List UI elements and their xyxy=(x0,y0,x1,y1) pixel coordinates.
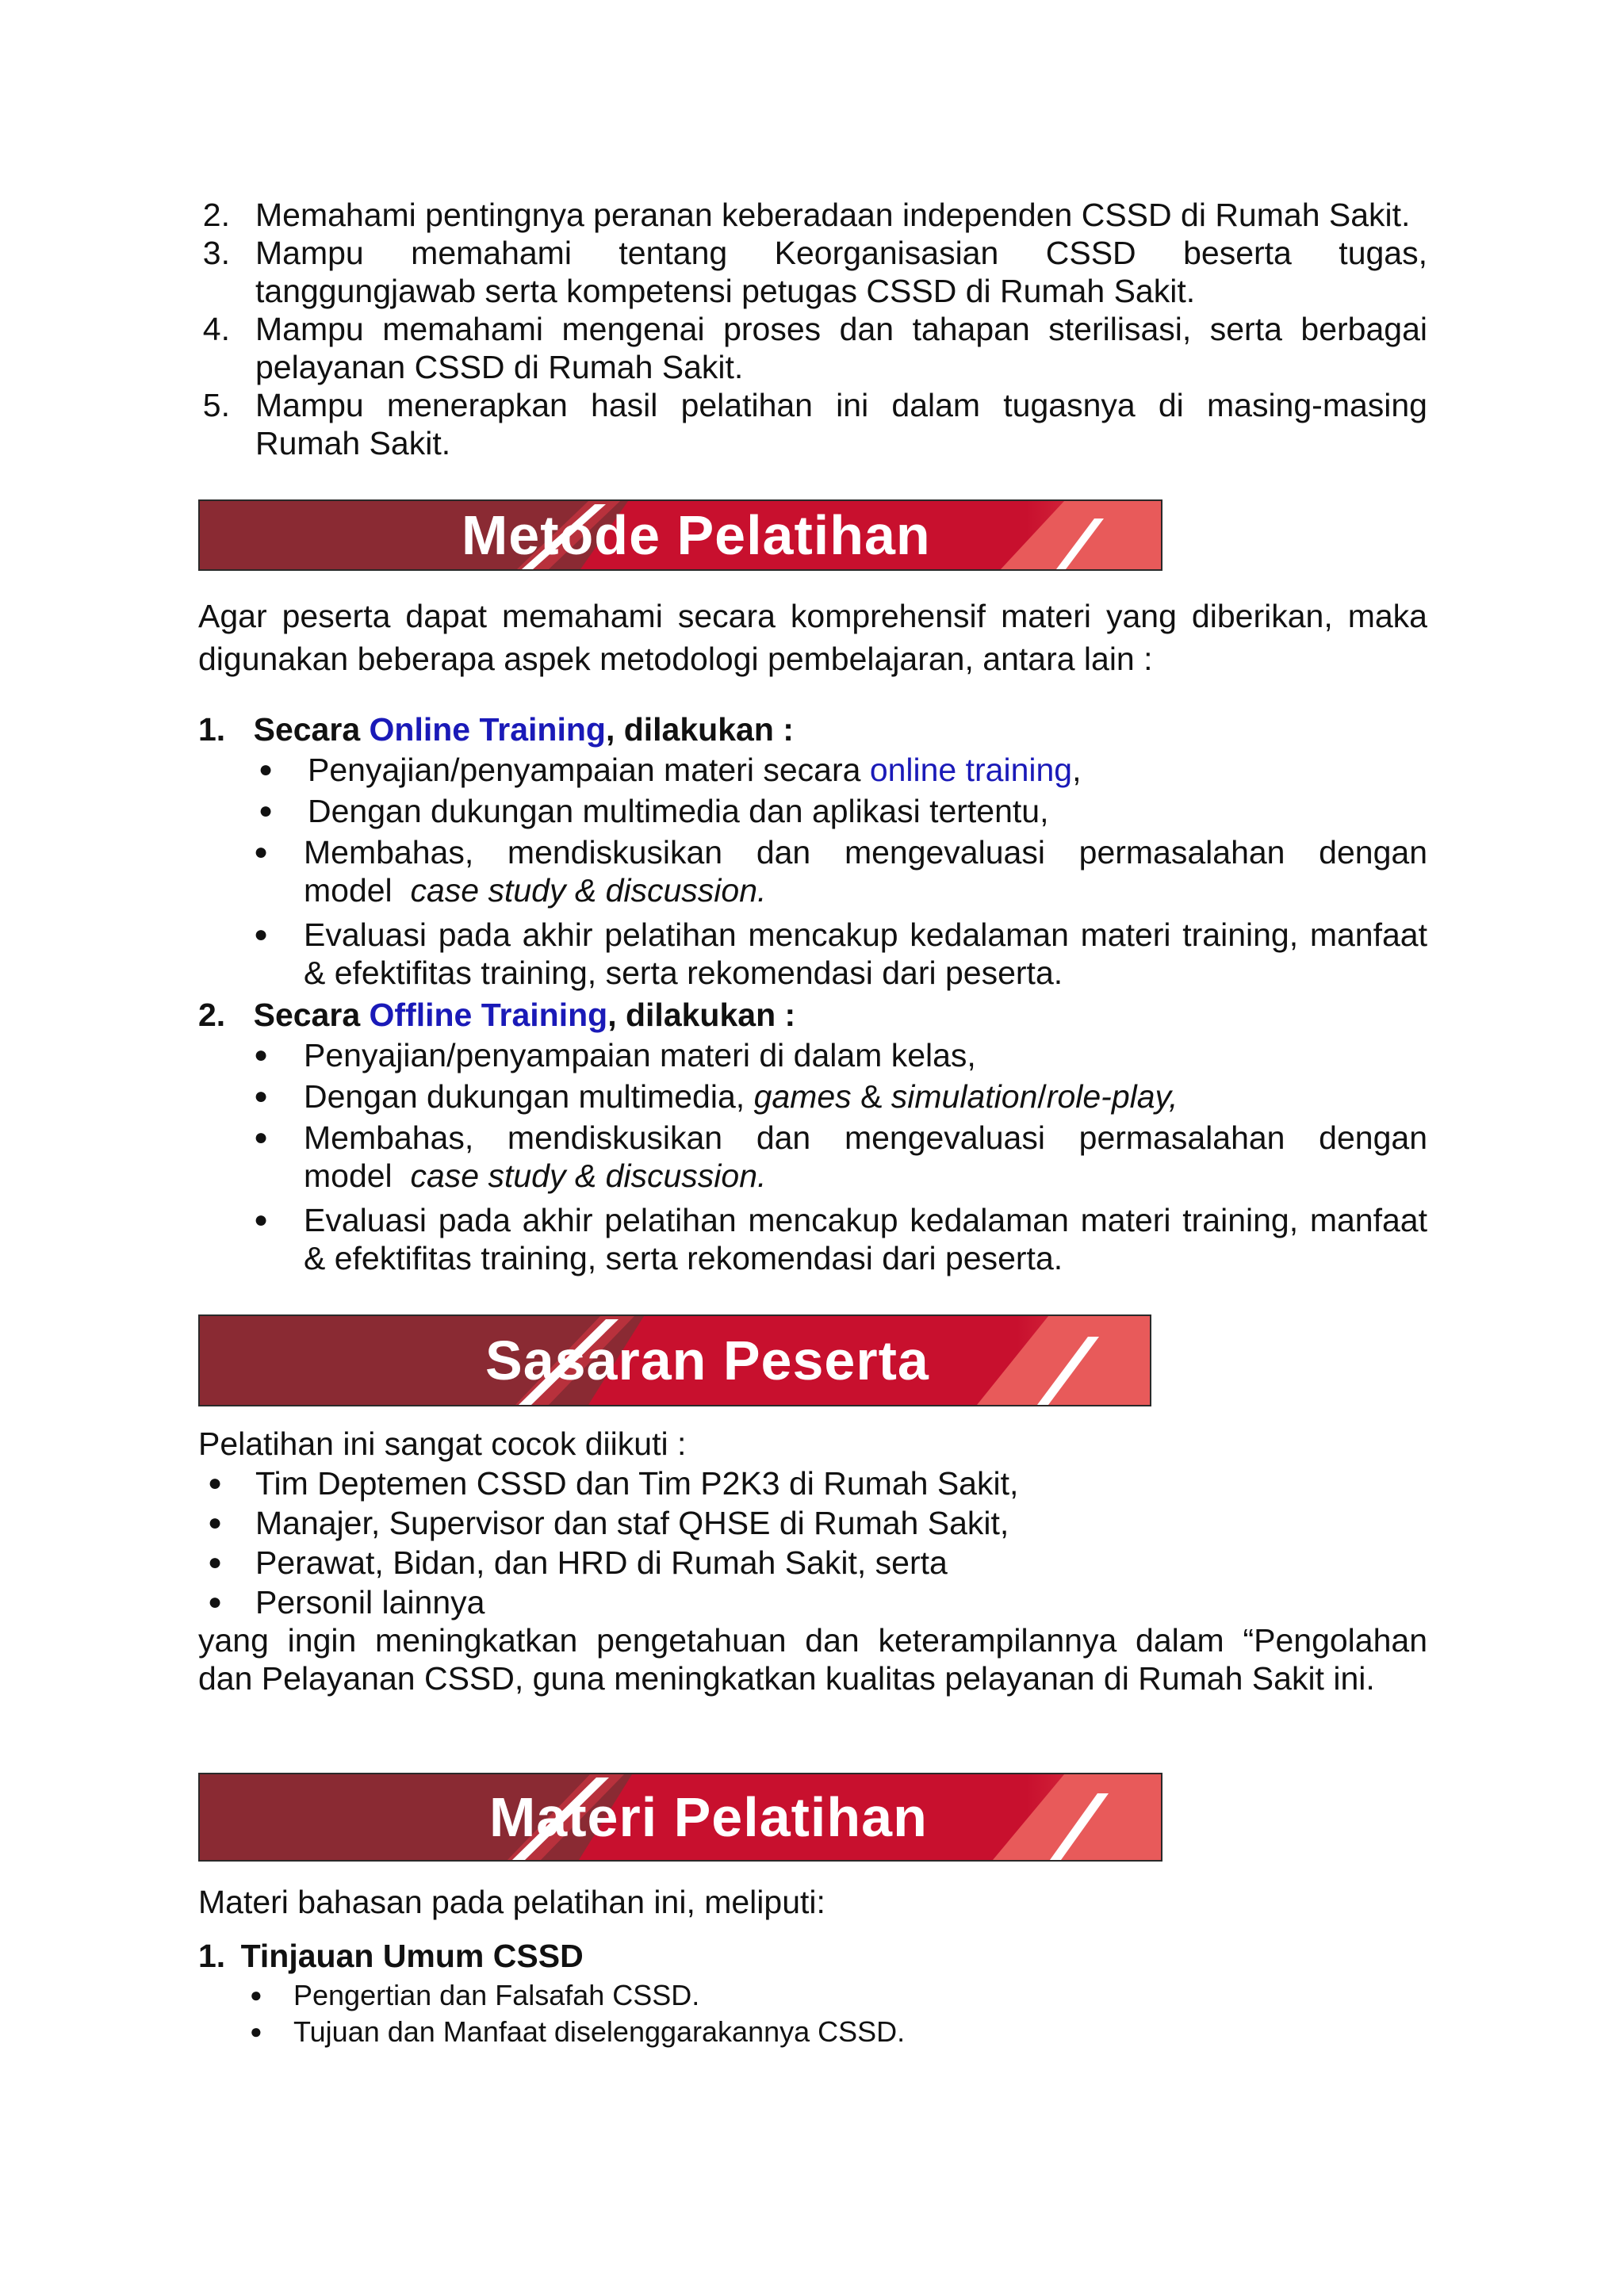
bullet-icon: ● xyxy=(250,2019,262,2043)
offline-training-heading: 2. Secara Offline Training, dilakukan : xyxy=(198,997,796,1033)
list-item: Penyajian/penyampaian materi secara online training, xyxy=(308,752,1082,788)
bullet-icon: ● xyxy=(250,1983,262,2007)
banner-title: Sasaran Peserta xyxy=(485,1330,929,1391)
sasaran-outro: yang ingin meningkatkan pengetahuan dan keterampilannya dalam “Pengolahan dan Pelayanan CSSD, guna meningkatkan kualitas pelayanan di Rumah Sakit ini. xyxy=(198,1622,1427,1697)
bullet-icon: ● xyxy=(254,1207,269,1233)
materi-intro: Materi bahasan pada pelatihan ini, meliputi: xyxy=(198,1884,825,1920)
bullet-icon: ● xyxy=(208,1510,223,1536)
list-item: Membahas, mendiskusikan dan mengevaluasi permasalahan dengan model case study & discussion. xyxy=(304,834,1427,909)
bullet-icon: ● xyxy=(208,1589,223,1615)
section-banner-sasaran xyxy=(198,1314,1151,1406)
bullet-icon: ● xyxy=(259,756,274,783)
bullet-icon: ● xyxy=(254,839,269,865)
bullet-icon: ● xyxy=(208,1549,223,1575)
list-item: 2. Memahami pentingnya peranan keberadaan independen CSSD di Rumah Sakit. xyxy=(202,197,1411,233)
list-item: Personil lainnya xyxy=(255,1584,485,1621)
online-training-heading: 1. Secara Online Training, dilakukan : xyxy=(198,711,794,748)
offline-training-highlight: Offline Training xyxy=(369,997,608,1033)
bullet-icon: ● xyxy=(254,1083,269,1109)
bullet-icon: ● xyxy=(208,1470,223,1496)
bullet-icon: ● xyxy=(254,1124,269,1150)
list-item: Penyajian/penyampaian materi di dalam kelas, xyxy=(304,1037,976,1073)
list-item: Perawat, Bidan, dan HRD di Rumah Sakit, serta xyxy=(255,1544,948,1581)
list-item: 5. Mampu menerapkan hasil pelatihan ini dalam tugasnya di masing-masing Rumah Sakit. xyxy=(202,387,1427,461)
list-item: Pengertian dan Falsafah CSSD. xyxy=(293,1979,700,2011)
list-item: 4. Mampu memahami mengenai proses dan tahapan sterilisasi, serta berbagai pelayanan CSSD di Rumah Sakit. xyxy=(202,311,1427,385)
banner-title: Metode Pelatihan xyxy=(462,504,931,566)
list-item: Evaluasi pada akhir pelatihan mencakup kedalaman materi training, manfaat & efektifitas training, serta rekomendasi dari peserta. xyxy=(304,1202,1427,1276)
list-item: Manajer, Supervisor dan staf QHSE di Rumah Sakit, xyxy=(255,1505,1009,1541)
metode-intro: Agar peserta dapat memahami secara komprehensif materi yang diberikan, maka digunakan beberapa aspek metodologi pembelajaran, antara lain : xyxy=(198,598,1427,677)
list-item: Dengan dukungan multimedia dan aplikasi tertentu, xyxy=(308,793,1049,829)
banner-title: Materi Pelatihan xyxy=(489,1786,928,1848)
bullet-icon: ● xyxy=(254,921,269,947)
list-item: Membahas, mendiskusikan dan mengevaluasi permasalahan dengan model case study & discussion. xyxy=(304,1119,1427,1194)
sasaran-intro: Pelatihan ini sangat cocok diikuti : xyxy=(198,1425,687,1462)
list-item: 3. Mampu memahami tentang Keorganisasian CSSD beserta tugas, tanggungjawab serta kompetensi petugas CSSD di Rumah Sakit. xyxy=(202,235,1427,309)
bullet-icon: ● xyxy=(259,798,274,824)
list-item: Dengan dukungan multimedia, games & simulation/role-play, xyxy=(304,1078,1178,1115)
section-banner-metode xyxy=(198,499,1162,571)
online-training-highlight: Online Training xyxy=(369,711,606,748)
materi-section-heading: 1. Tinjauan Umum CSSD xyxy=(198,1938,584,1974)
list-item: Evaluasi pada akhir pelatihan mencakup kedalaman materi training, manfaat & efektifitas training, serta rekomendasi dari peserta. xyxy=(304,916,1427,991)
list-item: Tim Deptemen CSSD dan Tim P2K3 di Rumah Sakit, xyxy=(255,1465,1019,1502)
section-banner-materi xyxy=(198,1773,1162,1862)
list-item: Tujuan dan Manfaat diselenggarakannya CSSD. xyxy=(293,2015,906,2048)
bullet-icon: ● xyxy=(254,1042,269,1068)
